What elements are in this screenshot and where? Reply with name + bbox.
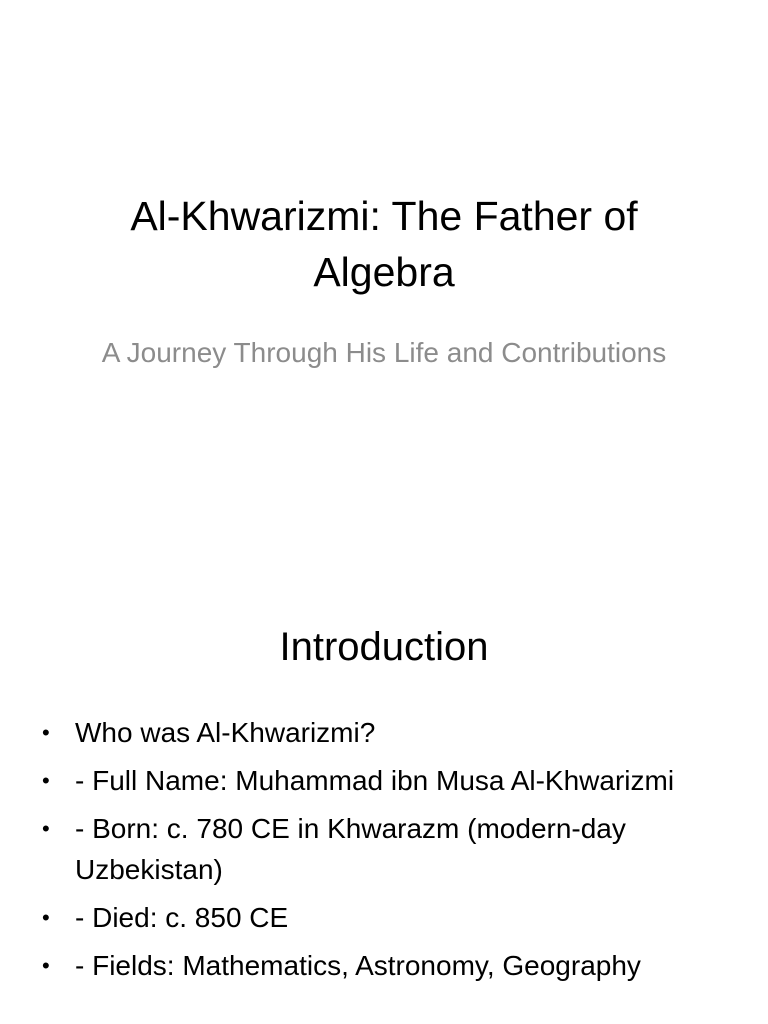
introduction-heading: Introduction bbox=[279, 625, 489, 669]
bullet-icon: • bbox=[42, 953, 50, 978]
slide-subtitle: A Journey Through His Life and Contributions bbox=[101, 337, 667, 368]
list-item bbox=[42, 945, 732, 986]
list-item bbox=[42, 897, 732, 938]
list-item bbox=[42, 760, 732, 801]
list-item bbox=[42, 712, 732, 753]
bullet-text: - Born: c. 780 CE in Khwarazm (modern-day Uzbekistan) bbox=[75, 813, 626, 885]
bullet-icon: • bbox=[42, 905, 50, 930]
bullet-text: - Fields: Mathematics, Astronomy, Geography bbox=[75, 950, 641, 981]
bullet-text: - Full Name: Muhammad ibn Musa Al-Khwarizmi bbox=[75, 765, 675, 796]
bullet-icon: • bbox=[42, 768, 50, 793]
list-item bbox=[42, 808, 732, 890]
bullet-text: - Died: c. 850 CE bbox=[75, 902, 289, 933]
bullet-text: Who was Al-Khwarizmi? bbox=[75, 717, 376, 748]
bullet-icon: • bbox=[42, 816, 50, 841]
introduction-slide bbox=[0, 600, 768, 1024]
title-slide bbox=[0, 64, 768, 576]
bullet-list bbox=[42, 712, 732, 993]
slide-title: Al-Khwarizmi: The Father of Algebra bbox=[130, 193, 638, 295]
bullet-icon: • bbox=[42, 720, 50, 745]
